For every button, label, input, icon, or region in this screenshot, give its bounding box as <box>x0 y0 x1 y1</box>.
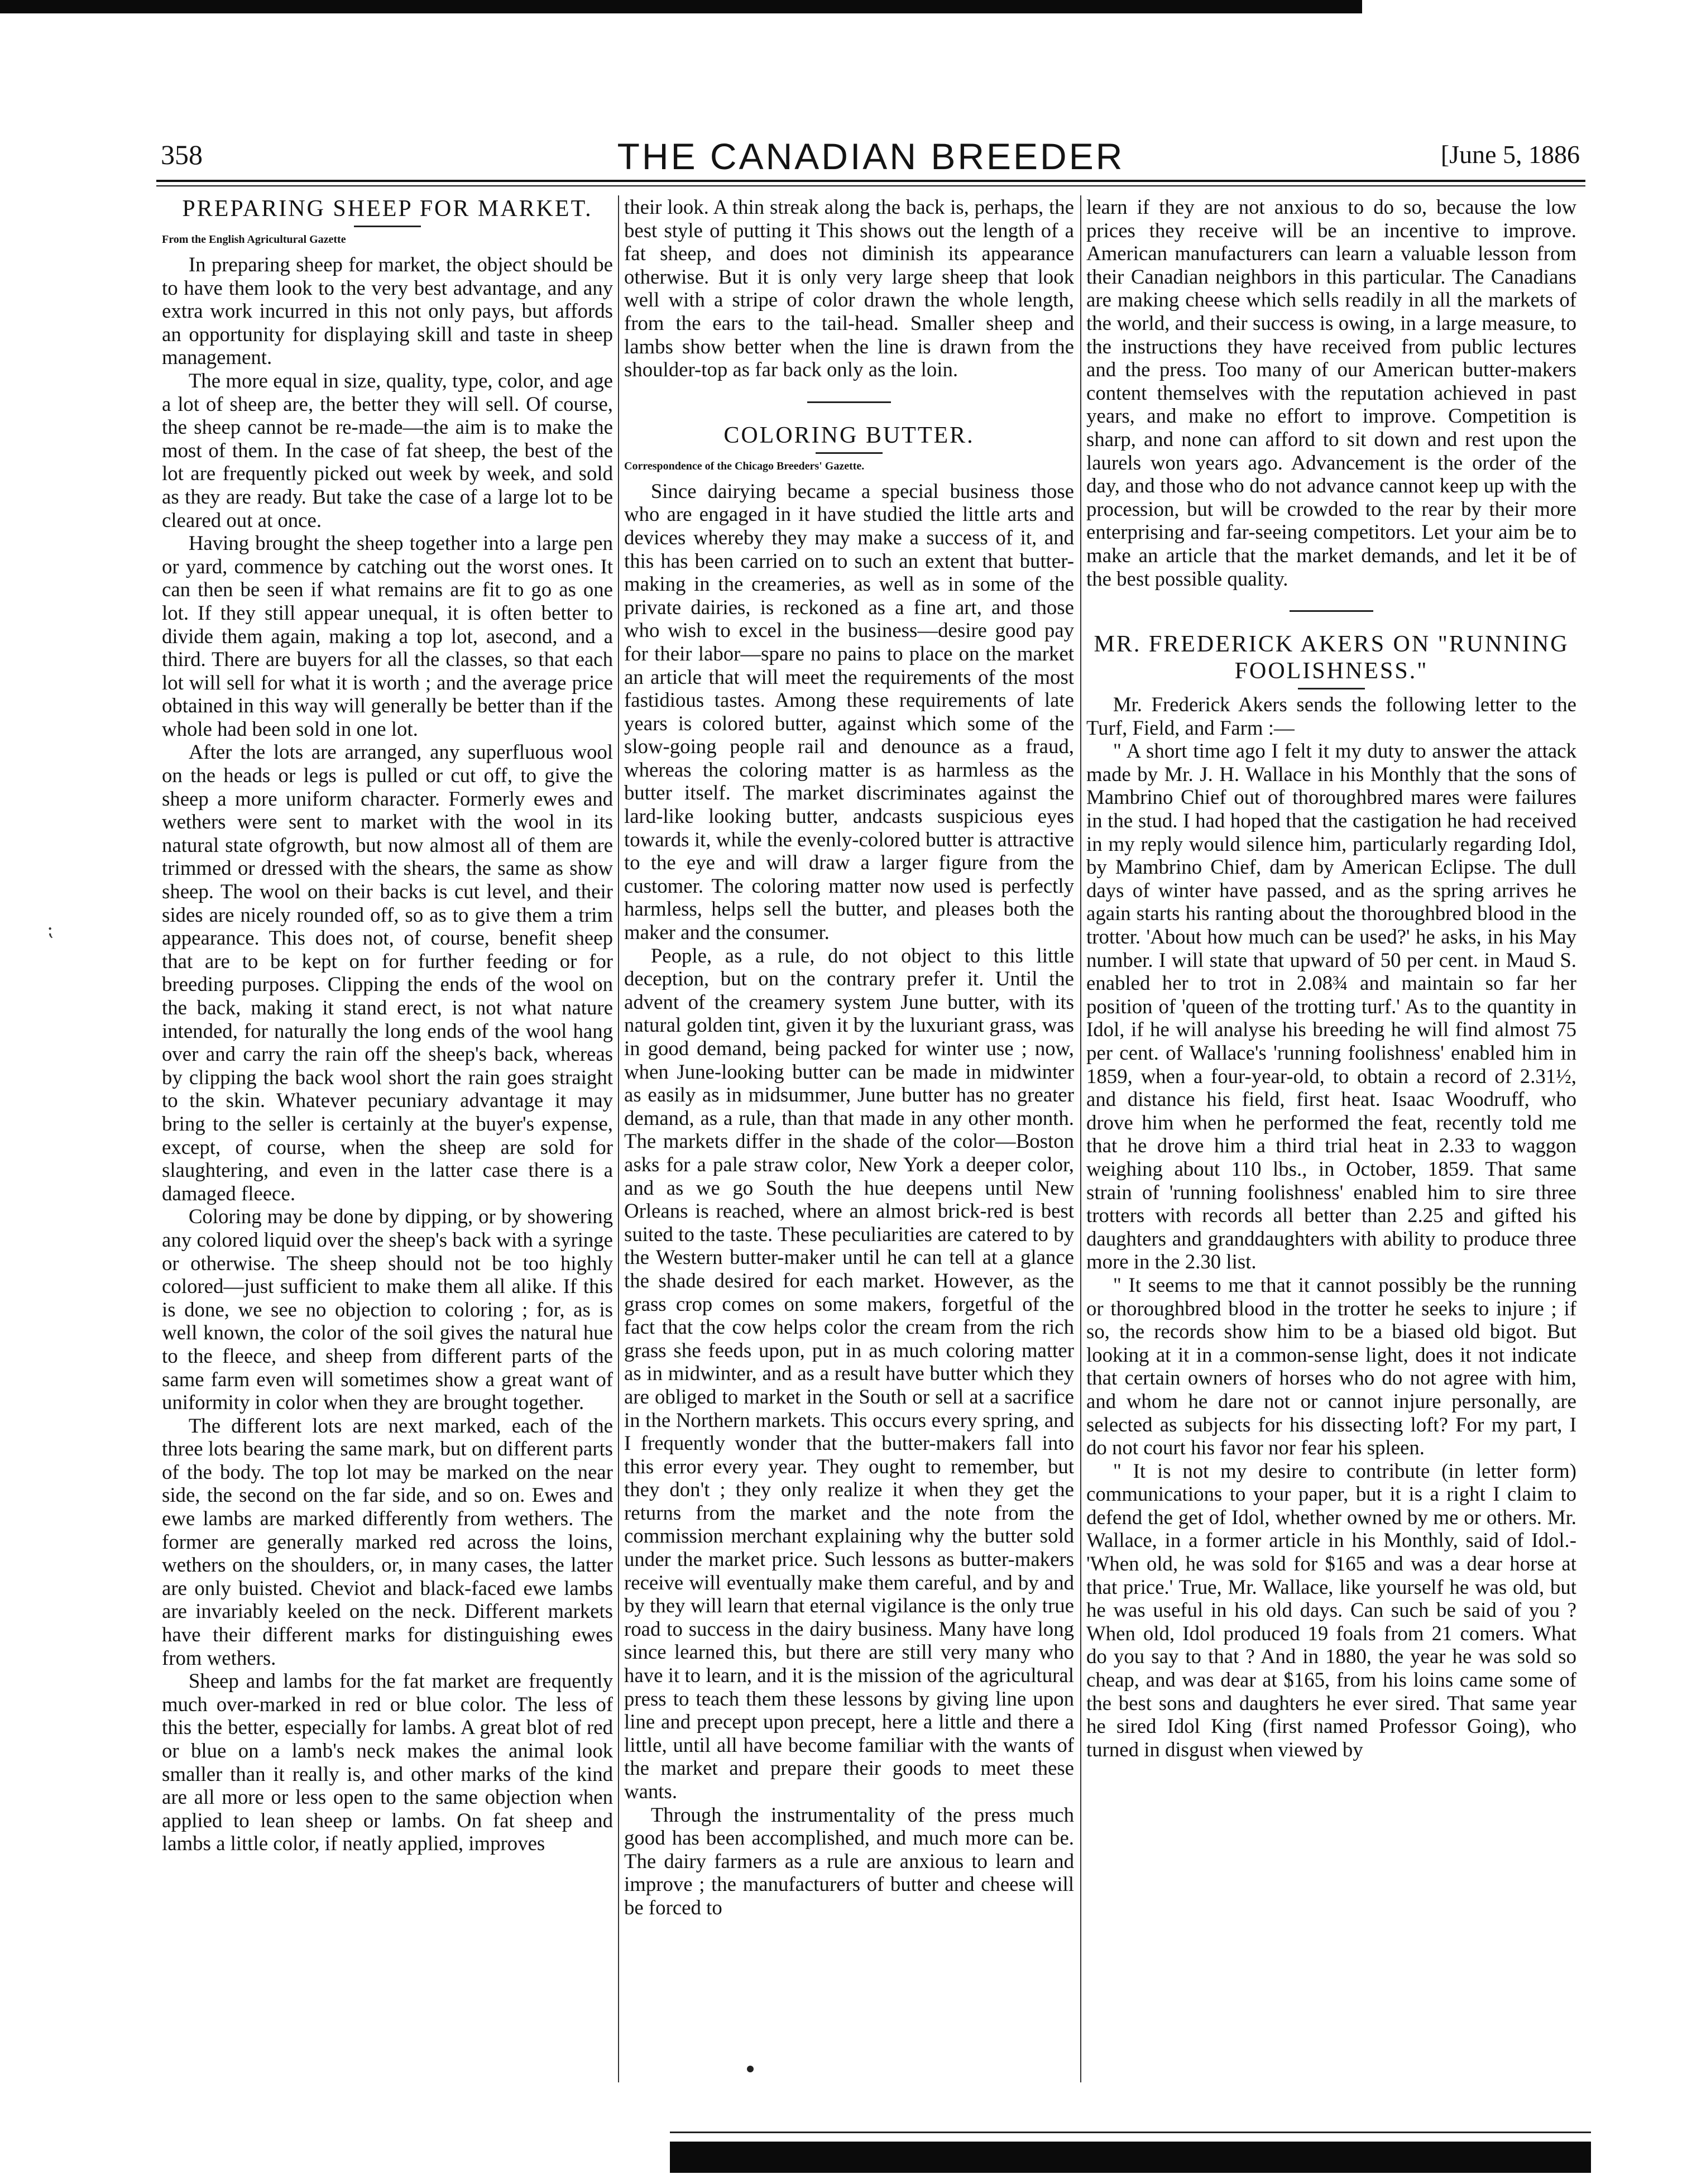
section-separator <box>1290 610 1373 612</box>
column-3 <box>1086 195 1576 2094</box>
section-separator <box>807 401 891 403</box>
paragraph: After the lots are arranged, any superfluous wool on the heads or legs is pulled or cut off, to give the sheep a more uniform character. Formerly ewes and wethers were sent to market with the wool in its natural state ofgrowth, but now almost all of them are trimmed or dressed with the shears, the same as show sheep. The wool on their backs is cut level, and their sides are nicely rounded off, so as to give them a trim appearance. This does not, of course, benefit sheep that are to be kept on for further feeding or for breeding purposes. Clipping the ends of the wool on the back, making it stand erect, is not what nature intended, for naturally the long ends of the wool hang over and carry the rain off the sheep's back, whereas by clipping the back wool short the rain goes straight to the skin. Whatever pecuniary advantage it may bring to the seller is certainly at the buyer's expense, except, of course, when the sheep are sold for slaughtering, and even in the latter case there is a damaged fleece. <box>162 740 613 1205</box>
paragraph: Since dairying became a special business those who are engaged in it have studied the little arts and devices whereby they may make a success of it, and this has been carried on to such an extent that butter-making in the creameries, as well as in some of the private dairies, is reckoned as a fine art, and those who wish to excel in the business—desire good pay for their labor—spare no pains to place on the market an article that will meet the requirements of the most fastidious tastes. Among these requirements of late years is colored butter, against which some of the slow-going people rail and denounce as a fraud, whereas the coloring matter is as harmless as the butter itself. The market discriminates against the lard-like looking butter, andcasts suspicious eyes towards it, while the evenly-colored butter is attractive to the eye and will draw a larger figure from the customer. The coloring matter now used is perfectly harmless, helps sell the butter, and pleases both the maker and the consumer. <box>624 479 1074 944</box>
top-scan-bar <box>0 0 1362 13</box>
paragraph: " It seems to me that it cannot possibly be the running or thoroughbred blood in the trotter he seeks to injure ; if so, the records show him to be a biased old bigot. But looking at it in a common-sense light, does it not indicate that certain owners of horses who do not agree with him, and whom he dare not or cannot injure personally, are selected as subjects for his dissecting loft? For my part, I do not court his favor nor fear his spleen. <box>1086 1273 1576 1459</box>
paragraph: Having brought the sheep together into a large pen or yard, commence by catching out the worst ones. It can then be seen if what remains are fit to go as one lot. If they still appear unequal, it is often better to divide them again, making a top lot, asecond, and a third. There are buyers for all the classes, so that each lot will sell for what it is worth ; and the average price obtained in this way will generally be better than if the whole had been sold in one lot. <box>162 531 613 740</box>
heading-rule <box>1298 688 1365 689</box>
article-source: Correspondence of the Chicago Breeders' Gazette. <box>624 459 865 472</box>
article-heading: PREPARING SHEEP FOR MARKET. <box>182 196 593 222</box>
paragraph: Coloring may be done by dipping, or by showering any colored liquid over the sheep's back with a syringe or otherwise. The sheep should not be too highly colored—just sufficient to make them all alike. If this is done, we see no objection to coloring ; for, as is well known, the color of the soil gives the natural hue to the fleece, and sheep from different parts of the same farm even will sometimes show a great want of uniformity in color when they are brought together. <box>162 1205 613 1414</box>
header-rule-thin <box>156 185 1585 186</box>
margin-mark: ⁏ <box>47 919 54 940</box>
column-divider <box>1080 195 1081 2082</box>
page-number: 358 <box>161 139 203 170</box>
column-2 <box>624 195 1074 2094</box>
heading-rule <box>354 226 421 227</box>
bottom-dot <box>747 2066 754 2072</box>
heading-rule <box>816 452 883 454</box>
article-heading: COLORING BUTTER. <box>723 422 975 448</box>
paragraph: The different lots are next marked, each of the three lots bearing the same mark, but on different parts of the body. The top lot may be marked on the near side, the second on the far side, and so on. Ewes and ewe lambs are marked differently from wethers. The former are generally marked red across the loins, wethers on the shoulders, or, in many cases, the latter are only buisted. Cheviot and black-faced ewe lambs are invariably keeled on the neck. Different markets have their different marks for distinguishing ewes from wethers. <box>162 1414 613 1669</box>
column-divider <box>618 195 619 2082</box>
paragraph: Through the instrumentality of the press much good has been accomplished, and much more can be. The dairy farmers as a rule are anxious to learn and improve ; the manufacturers of butter and cheese will be forced to <box>624 1803 1074 1919</box>
bottom-scan-bar <box>670 2142 1591 2173</box>
article-heading: MR. FREDERICK AKERS ON "RUNNING FOOLISHNESS." <box>1094 631 1569 684</box>
paragraph: Mr. Frederick Akers sends the following letter to the Turf, Field, and Farm :— <box>1086 693 1576 739</box>
column-1 <box>162 195 613 2094</box>
paragraph: The more equal in size, quality, type, color, and age a lot of sheep are, the better they will sell. Of course, the sheep cannot be re-made—the aim is to make the most of them. In the case of fat sheep, the best of the lot are frequently picked out week by week, and sold as they are ready. But take the case of a large lot to be cleared out at once. <box>162 368 613 531</box>
paragraph-continued: their look. A thin streak along the back is, perhaps, the best style of putting it This shows out the length of a fat sheep, and does not diminish its appearance otherwise. But it is only very large sheep that look well with a stripe of color drawn the whole length, from the ears to the tail-head. Smaller sheep and lambs show better when the line is drawn from the shoulder-top as far back only as the loin. <box>624 195 1074 381</box>
header-rule-thick <box>156 180 1585 182</box>
issue-date: [June 5, 1886 <box>1440 140 1580 169</box>
page-header <box>156 135 1585 177</box>
bottom-rule <box>670 2132 1591 2133</box>
masthead-title: THE CANADIAN BREEDER <box>617 136 1125 177</box>
paragraph: " It is not my desire to contribute (in letter form) communications to your paper, but it is a right I claim to defend the get of Idol, whether owned by me or others. Mr. Wallace, in a former article in his Monthly, said of Idol.-'When old, he was sold for $165 and was a dear horse at that price.' True, Mr. Wallace, like yourself he was old, but he was useful in his old days. Can such be said of you ? When old, Idol produced 19 foals from 21 comers. What do you say to that ? And in 1880, the year he was sold so cheap, and was dear at $165, from his loins came some of the best sons and daughters he ever sired. That same year he sired Idol King (first named Professor Going), who turned in disgust when viewed by <box>1086 1459 1576 1761</box>
paragraph: Sheep and lambs for the fat market are frequently much over-marked in red or blue color. The less of this the better, especially for lambs. A great blot of red or blue on a lamb's neck makes the animal look smaller than it really is, and other marks of the kind are all more or less open to the same objection when applied to lean sheep or lambs. On fat sheep and lambs a little color, if neatly applied, improves <box>162 1669 613 1855</box>
article-source: From the English Agricultural Gazette <box>162 233 346 246</box>
paragraph: People, as a rule, do not object to this little deception, but on the contrary prefer it. Until the advent of the creamery system June butter, with its natural golden tint, given it by the luxuriant grass, was in good demand, being packed for winter use ; now, when June-looking butter can be made in midwinter as easily as in midsummer, June butter has no greater demand, as a rule, than that made in any other month. The markets differ in the shade of the color—Boston asks for a pale straw color, New York a deeper color, and as we go South the hue deepens until New Orleans is reached, where an almost brick-red is best suited to the taste. These peculiarities are catered to by the Western butter-maker until he can tell at a glance the shade desired for each market. However, as the grass crop comes on some makers, forgetful of the fact that the cow helps color the cream from the rich grass she feeds upon, put in as much coloring matter as in midwinter, and as a result have butter which they are obliged to market in the South or sell at a sacrifice in the Northern markets. This occurs every spring, and I frequently wonder that the butter-makers fall into this error every year. They ought to remember, but they don't ; they only realize it when they get the returns from the market and the note from the commission merchant explaining why the butter sold under the market price. Such lessons as butter-makers receive will eventually make them careful, and by and by they will learn that eternal vigilance is the only true road to success in the dairy business. Many have long since learned this, but there are still very many who have it to learn, and it is the mission of the agricultural press to teach them these lessons by giving line upon line and precept upon precept, here a little and there a little, until all have become familiar with the wants of the market and prepare their goods to meet these wants. <box>624 943 1074 1803</box>
paragraph: In preparing sheep for market, the object should be to have them look to the very best advantage, and any extra work incurred in this not only pays, but affords an opportunity for displaying skill and taste in sheep management. <box>162 253 613 369</box>
paragraph: " A short time ago I felt it my duty to answer the attack made by Mr. J. H. Wallace in his Monthly that the sons of Mambrino Chief out of thoroughbred mares were failures in the stud. I had hoped that the castigation he had received in my reply would silence him, particularly regarding Idol, by Mambrino Chief, dam by American Eclipse. The dull days of winter have passed, and as the spring arrives he again starts his ranting about the thoroughbred blood in the trotter. 'About how much can be used?' he asks, in his May number. I will state that upward of 50 per cent. in Maud S. enabled her to trot in 2.08¾ and maintain so far her position of 'queen of the trotting turf.' As to the quantity in Idol, if he will analyse his breeding he will find almost 75 per cent. of Wallace's 'running foolishness' enabled him in 1859, when a four-year-old, to obtain a record of 2.31½, and distance his field, first heat. Isaac Woodruff, who drove him when he performed the feat, recently told me that he drove him a third trial heat in 2.33 to waggon weighing about 110 lbs., in October, 1859. That same strain of 'running foolishness' enabled him to sire three trotters with records all better than 2.25 and gifted his daughters and granddaughters with ability to produce three more in the 2.30 list. <box>1086 739 1576 1273</box>
paragraph-continued: learn if they are not anxious to do so, because the low prices they receive will be an incentive to improve. American manufacturers can learn a valuable lesson from their Canadian neighbors in this particular. The Canadians are making cheese which sells readily in all the markets of the world, and their success is owing, in a large measure, to the instructions they have received from public lectures and the press. Too many of our American butter-makers content themselves with the reputation achieved in past years, and make no effort to improve. Competition is sharp, and none can afford to sit down and rest upon the laurels won years ago. Advancement is the order of the day, and those who do not advance cannot keep up with the procession, but will be crowded to the rear by their more enterprising and far-seeing competitors. Let your aim be to make an article that the market demands, and let it be of the best possible quality. <box>1086 195 1576 590</box>
